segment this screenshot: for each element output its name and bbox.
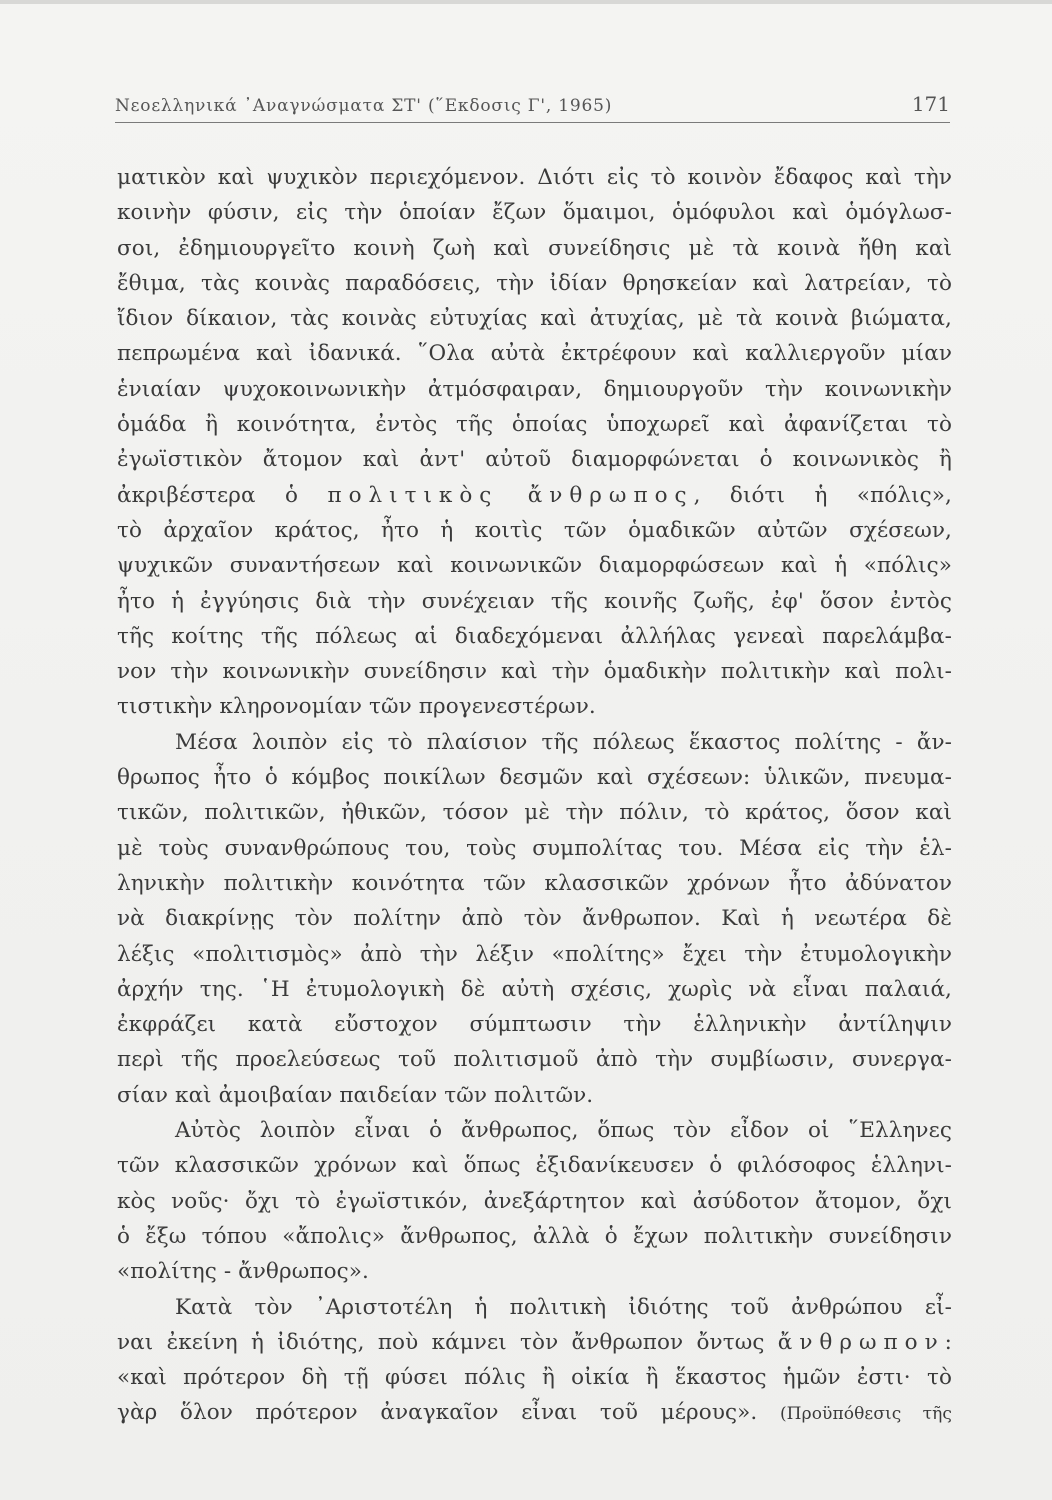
paragraph-start: Αὐτὸς λοιπὸν εἶναι ὁ ἄνθρωπος, ὅπως τὸν εἶδον οἱ ῞Ελληνες bbox=[175, 1118, 952, 1144]
text-line: κὸς νοῦς· ὄχι τὸ ἐγωϊστικόν, ἀνεξάρτητον καὶ ἀσύδοτον ἄτομον, ὄχι bbox=[117, 1188, 952, 1214]
text-line: τὸ ἀρχαῖον κράτος, ἦτο ἡ κοιτὶς τῶν ὁμαδικῶν αὐτῶν σχέσεων, bbox=[117, 517, 952, 543]
line-segment: ἀκριβέστερα ὁ bbox=[117, 482, 328, 508]
paragraph-start: Μέσα λοιπὸν εἰς τὸ πλαίσιον τῆς πόλεως ἕκαστος πολίτης - ἄν- bbox=[175, 729, 952, 755]
text-line-emphasis bbox=[117, 1325, 952, 1360]
spaced-word: ἄνθρωπον bbox=[777, 1329, 945, 1355]
body-text bbox=[117, 160, 952, 1431]
text-line: ληνικὴν πολιτικὴν κοινότητα τῶν κλασσικῶν χρόνων ἦτο ἀδύνατον bbox=[117, 870, 952, 896]
page-header bbox=[115, 92, 950, 123]
text-line-emphasis bbox=[117, 478, 952, 513]
text-line: πεπρωμένα καὶ ἰδανικά. ῞Ολα αὐτὰ ἐκτρέφουν καὶ καλλιεργοῦν μίαν bbox=[117, 341, 952, 367]
line-segment: ναι ἐκείνη ἡ ἰδιότης, ποὺ κάμνει τὸν ἄνθρωπον ὄντως bbox=[117, 1329, 778, 1355]
spaced-word: πολιτικὸς bbox=[327, 482, 499, 508]
text-line: «πολίτης - ἄνθρωπος». bbox=[117, 1259, 369, 1285]
line-segment: γὰρ ὅλον πρότερον ἀναγκαῖον εἶναι τοῦ μέρους». bbox=[117, 1400, 758, 1426]
text-line: ἐκφράζει κατὰ εὔστοχον σύμπτωσιν τὴν ἑλληνικὴν ἀντίληψιν bbox=[117, 1012, 952, 1038]
text-line: ἀρχήν της. ῾Η ἐτυμολογικὴ δὲ αὐτὴ σχέσις, χωρὶς νὰ εἶναι παλαιά, bbox=[117, 976, 952, 1002]
running-title: Νεοελληνικά ᾿Αναγνώσματα ΣΤ' (῞Εκδοσις Γ', 1965) bbox=[115, 96, 613, 116]
text-line: μὲ τοὺς συνανθρώπους του, τοὺς συμπολίτας του. Μέσα εἰς τὴν ἑλ- bbox=[117, 835, 952, 861]
page-number: 171 bbox=[911, 92, 950, 116]
text-line: νον τὴν κοινωνικὴν συνείδησιν καὶ τὴν ὁμαδικὴν πολιτικὴν καὶ πολι- bbox=[117, 659, 952, 685]
text-line: ἴδιον δίκαιον, τὰς κοινὰς εὐτυχίας καὶ ἀτυχίας, μὲ τὰ κοινὰ βιώματα, bbox=[117, 306, 952, 332]
paragraph-start: Κατὰ τὸν ᾿Αριστοτέλη ἡ πολιτικὴ ἰδιότης τοῦ ἀνθρώπου εἶ- bbox=[175, 1294, 952, 1320]
text-line: θρωπος ἦτο ὁ κόμβος ποικίλων δεσμῶν καὶ σχέσεων: ὑλικῶν, πνευμα- bbox=[117, 765, 952, 791]
text-line: νὰ διακρίνῃς τὸν πολίτην ἀπὸ τὸν ἄνθρωπον. Καὶ ἡ νεωτέρα δὲ bbox=[117, 906, 952, 932]
text-line: τιστικὴν κληρονομίαν τῶν προγενεστέρων. bbox=[117, 694, 596, 720]
text-line: ἔθιμα, τὰς κοινὰς παραδόσεις, τὴν ἰδίαν θρησκείαν καὶ λατρείαν, τὸ bbox=[117, 270, 952, 296]
top-edge-rule bbox=[0, 0, 1052, 4]
spaced-word: ἄνθρωπος bbox=[527, 482, 694, 508]
text-line: τῆς κοίτης τῆς πόλεως αἱ διαδεχόμεναι ἀλλήλας γενεαὶ παρελάμβα- bbox=[117, 623, 952, 649]
text-line: τικῶν, πολιτικῶν, ἠθικῶν, τόσον μὲ τὴν πόλιν, τὸ κράτος, ὅσον καὶ bbox=[117, 800, 952, 826]
text-line: «καὶ πρότερον δὴ τῇ φύσει πόλις ἢ οἰκία ἢ ἕκαστος ἡμῶν ἐστι· τὸ bbox=[117, 1365, 952, 1391]
text-line: ὁμάδα ἢ κοινότητα, ἐντὸς τῆς ὁποίας ὑποχωρεῖ καὶ ἀφανίζεται τὸ bbox=[117, 412, 952, 438]
text-line: ὁ ἔξω τόπου «ἄπολις» ἄνθρωπος, ἀλλὰ ὁ ἔχων πολιτικὴν συνείδησιν bbox=[117, 1223, 952, 1249]
text-line: τῶν κλασσικῶν χρόνων καὶ ὅπως ἐξιδανίκευσεν ὁ φιλόσοφος ἑλληνι- bbox=[117, 1153, 952, 1179]
line-segment: : bbox=[944, 1329, 952, 1355]
text-line: σίαν καὶ ἀμοιβαίαν παιδείαν τῶν πολιτῶν. bbox=[117, 1082, 594, 1108]
text-line: ἐγωϊστικὸν ἄτομον καὶ ἀντ' αὐτοῦ διαμορφώνεται ὁ κοινωνικὸς ἢ bbox=[117, 447, 952, 473]
text-line: λέξις «πολιτισμὸς» ἀπὸ τὴν λέξιν «πολίτης» ἔχει τὴν ἐτυμολογικὴν bbox=[117, 941, 952, 967]
text-line: κοινὴν φύσιν, εἰς τὴν ὁποίαν ἔζων ὅμαιμοι, ὁμόφυλοι καὶ ὁμόγλωσ- bbox=[117, 200, 952, 226]
parenthetical-note: (Προϋπόθεσις τῆς bbox=[779, 1404, 953, 1425]
text-line-final bbox=[117, 1395, 952, 1430]
text-line: ματικὸν καὶ ψυχικὸν περιεχόμενον. Διότι εἰς τὸ κοινὸν ἔδαφος καὶ τὴν bbox=[117, 165, 952, 190]
text-line: ἑνιαίαν ψυχοκοινωνικὴν ἀτμόσφαιραν, δημιουργοῦν τὴν κοινωνικὴν bbox=[117, 376, 952, 402]
text-line: ἦτο ἡ ἐγγύησις διὰ τὴν συνέχειαν τῆς κοινῆς ζωῆς, ἐφ' ὅσον ἐντὸς bbox=[117, 588, 952, 614]
text-line: σοι, ἐδημιουργεῖτο κοινὴ ζωὴ καὶ συνείδησις μὲ τὰ κοινὰ ἤθη καὶ bbox=[117, 235, 952, 261]
line-segment: , διότι ἡ «πόλις», bbox=[693, 482, 952, 508]
text-line: ψυχικῶν συναντήσεων καὶ κοινωνικῶν διαμορφώσεων καὶ ἡ «πόλις» bbox=[117, 553, 952, 579]
text-line: περὶ τῆς προελεύσεως τοῦ πολιτισμοῦ ἀπὸ τὴν συμβίωσιν, συνεργα- bbox=[117, 1047, 952, 1073]
